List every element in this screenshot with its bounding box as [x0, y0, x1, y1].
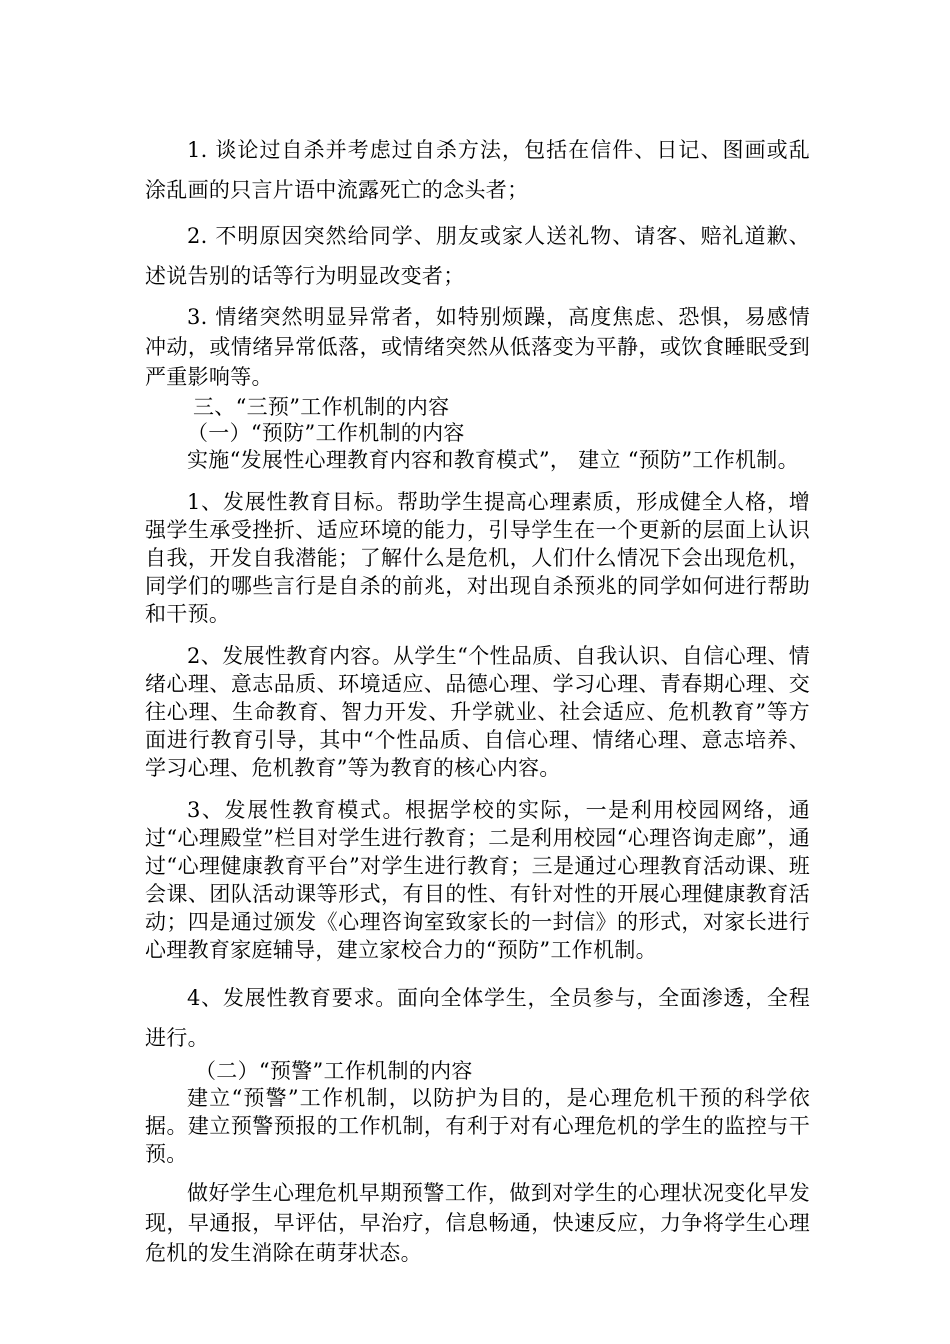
paragraph-item-2: 2. 不明原因突然给同学、朋友或家人送礼物、请客、赔礼道歉、述说告别的话等行为明显改变者；	[145, 224, 810, 288]
paragraph-education-mode: 3、发展性教育模式。根据学校的实际，一是利用校园网络，通过“心理殿堂”栏目对学生进行教育；二是利用校园“心理咨询走廊”，通过“心理健康教育平台”对学生进行教育；三是通过心理教育活动课、班会课、团队活动课等形式，有目的性、有针对性的开展心理健康教育活动；四是通过颁发《心理咨询室致家长的一封信》的形式，对家长进行心理教育家庭辅导，建立家校合力的“预防”工作机制。	[145, 798, 810, 962]
paragraph-item-3: 3. 情绪突然明显异常者，如特别烦躁，高度焦虑、恐惧，易感情冲动，或情绪异常低落，或情绪突然从低落变为平静，或饮食睡眠受到严重影响等。	[145, 305, 810, 389]
subsection-heading-prevention: （一）“预防”工作机制的内容	[187, 421, 465, 445]
paragraph-item-1: 1. 谈论过自杀并考虑过自杀方法，包括在信件、日记、图画或乱涂乱画的只言片语中流露死亡的念头者；	[145, 138, 810, 202]
section-heading-three: 三、“三预”工作机制的内容	[193, 395, 450, 419]
paragraph-education-goal: 1、发展性教育目标。帮助学生提高心理素质，形成健全人格，增强学生承受挫折、适应环境的能力，引导学生在一个更新的层面上认识自我，开发自我潜能；了解什么是危机，人们什么情况下会出现危机，同学们的哪些言行是自杀的前兆，对出现自杀预兆的同学如何进行帮助和干预。	[145, 490, 810, 626]
warning-intro: 建立“预警”工作机制，以防护为目的，是心理危机干预的科学依据。建立预警预报的工作机制，有利于对有心理危机的学生的监控与干预。	[145, 1086, 810, 1166]
paragraph-early-warning-work: 做好学生心理危机早期预警工作，做到对学生的心理状况变化早发现，早通报，早评估，早治疗，信息畅通，快速反应，力争将学生心理危机的发生消除在萌芽状态。	[145, 1181, 810, 1265]
paragraph-education-content: 2、发展性教育内容。从学生“个性品质、自我认识、自信心理、情绪心理、意志品质、环境适应、品德心理、学习心理、青春期心理、交往心理、生命教育、智力开发、升学就业、社会适应、危机教育”等方面进行教育引导，其中“个性品质、自信心理、情绪心理、意志培养、学习心理、危机教育”等为教育的核心内容。	[145, 644, 810, 780]
document-body	[145, 130, 810, 1268]
paragraph-education-requirement: 4、发展性教育要求。面向全体学生，全员参与，全面渗透，全程进行。	[145, 986, 810, 1050]
prevention-intro: 实施“发展性心理教育内容和教育模式”， 建立 “预防”工作机制。	[187, 448, 799, 472]
subsection-heading-warning: （二）“预警”工作机制的内容	[195, 1059, 473, 1083]
